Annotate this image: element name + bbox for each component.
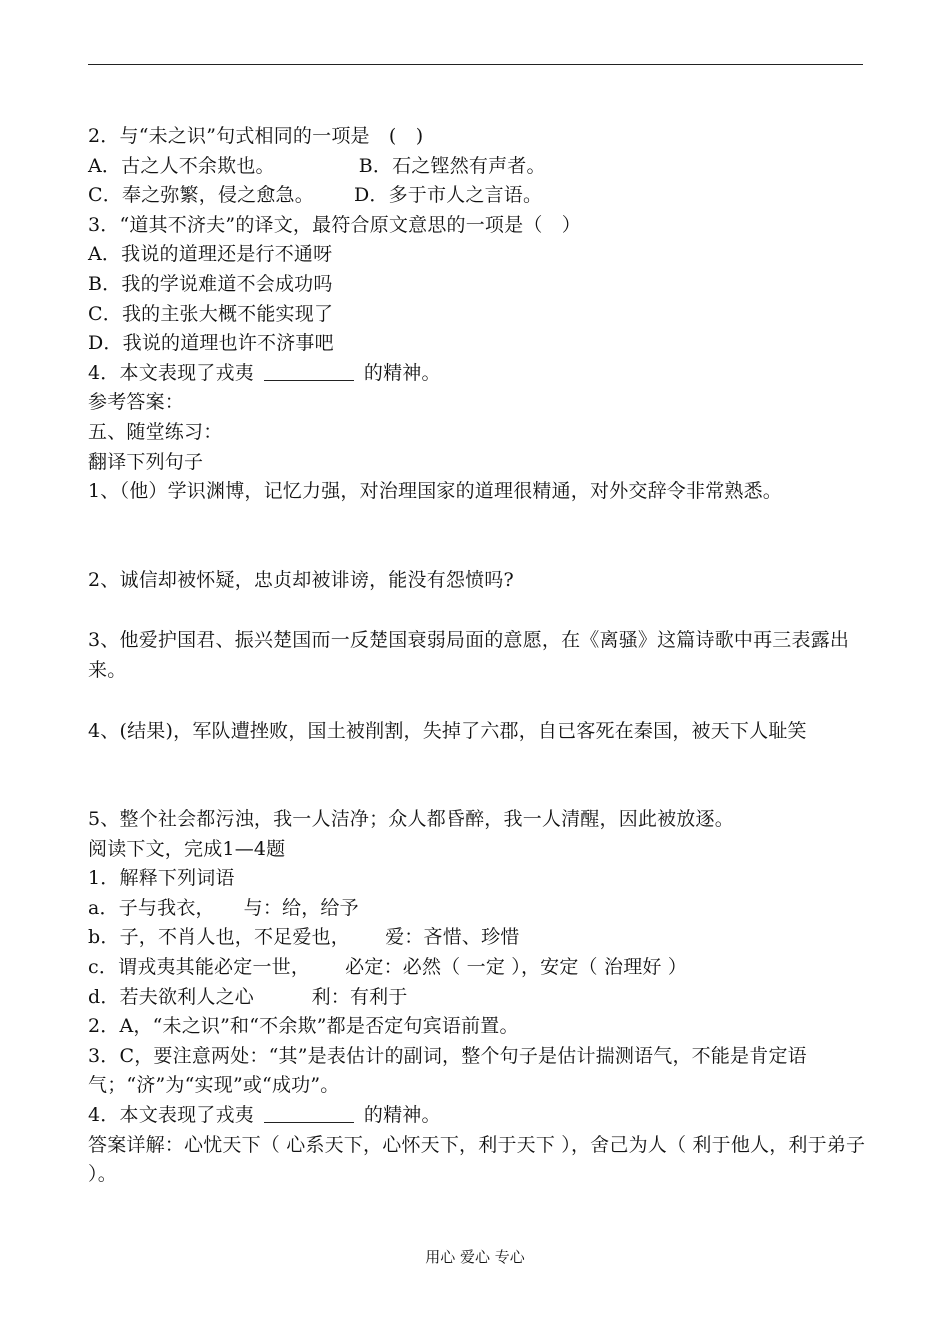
option-c: C．奉之弥繁，侵之愈急。 xyxy=(88,184,314,207)
question-3-option-d: D．我说的道理也许不济事吧 xyxy=(88,332,334,355)
answer-3: 3．C，要注意两处：“其”是表估计的副词，整个句子是估计揣测语气，不能是肯定语气；“济”为“实现”或“成功”。 xyxy=(88,1044,807,1097)
answer-1-b: b．子，不肖人也，不足爱也， 爱：吝惜、珍惜 xyxy=(88,926,520,949)
question-2-options-ab xyxy=(88,152,868,182)
option-d: D．多于市人之言语。 xyxy=(353,184,543,207)
answer-1-a: a．子与我衣， 与：给，给予 xyxy=(88,896,359,919)
question-3-option-b: B．我的学说难道不会成功吗 xyxy=(88,272,333,295)
sentence-4: 4、(结果)，军队遭挫败，国土被削割，失掉了六郡，自已客死在秦国，被天下人耻笑 xyxy=(88,719,807,742)
answer-1-d: d．若夫欲利人之心 利：有利于 xyxy=(88,985,408,1008)
question-3-option-a: A．我说的道理还是行不通呀 xyxy=(88,243,333,266)
answer-blank xyxy=(264,362,354,381)
page-footer: 用心 爱心 专心 xyxy=(425,1248,525,1266)
question-4: 4．本文表现了戎夷 的精神。 xyxy=(88,361,441,384)
sentence-2: 2、诚信却被怀疑，忠贞却被诽谤，能没有怨愤吗? xyxy=(88,568,514,591)
option-a: A．古之人不余欺也。 xyxy=(88,154,275,177)
sentence-3: 3、他爱护国君、振兴楚国而一反楚国衰弱局面的意愿，在《离骚》这篇诗歌中再三表露出来。 xyxy=(88,629,850,681)
option-b: B．石之铿然有声者。 xyxy=(358,154,546,177)
section-heading: 五、随堂练习： xyxy=(88,420,223,443)
question-3-option-c: C．我的主张大概不能实现了 xyxy=(88,302,334,325)
translate-heading: 翻译下列句子 xyxy=(88,450,204,473)
answer-1-c: c．谓戎夷其能必定一世， 必定：必然（ 一定 ），安定（ 治理好 ） xyxy=(88,956,688,979)
sentence-5: 5、整个社会都污浊，我一人洁净；众人都昏醉，我一人清醒，因此被放逐。 xyxy=(88,808,734,831)
answer-blank xyxy=(264,1104,354,1123)
answer-detail: 答案详解：心忧天下（ 心系天下，心怀天下，利于天下 ），舍己为人（ 利于他人，利于弟子 ）。 xyxy=(88,1133,866,1186)
question-2-options-cd xyxy=(88,181,868,211)
answer-2: 2．A，“未之识”和“不余欺”都是否定句宾语前置。 xyxy=(88,1015,519,1038)
question-3: 3．“道其不济夫”的译文，最符合原文意思的一项是（ ） xyxy=(88,213,581,236)
answer-4: 4．本文表现了戎夷 的精神。 xyxy=(88,1104,441,1127)
answer-1-title: 1．解释下列词语 xyxy=(88,867,235,890)
reading-heading: 阅读下文，完成1—4题 xyxy=(88,837,286,860)
document-body xyxy=(88,122,868,1190)
header-rule xyxy=(88,64,863,65)
sentence-1: 1、（他）学识渊博，记忆力强，对治理国家的道理很精通，对外交辞令非常熟悉。 xyxy=(88,480,782,503)
question-2: 2．与“未之识”句式相同的一项是 ( ) xyxy=(88,125,424,147)
reference-answer-label: 参考答案： xyxy=(88,391,185,414)
